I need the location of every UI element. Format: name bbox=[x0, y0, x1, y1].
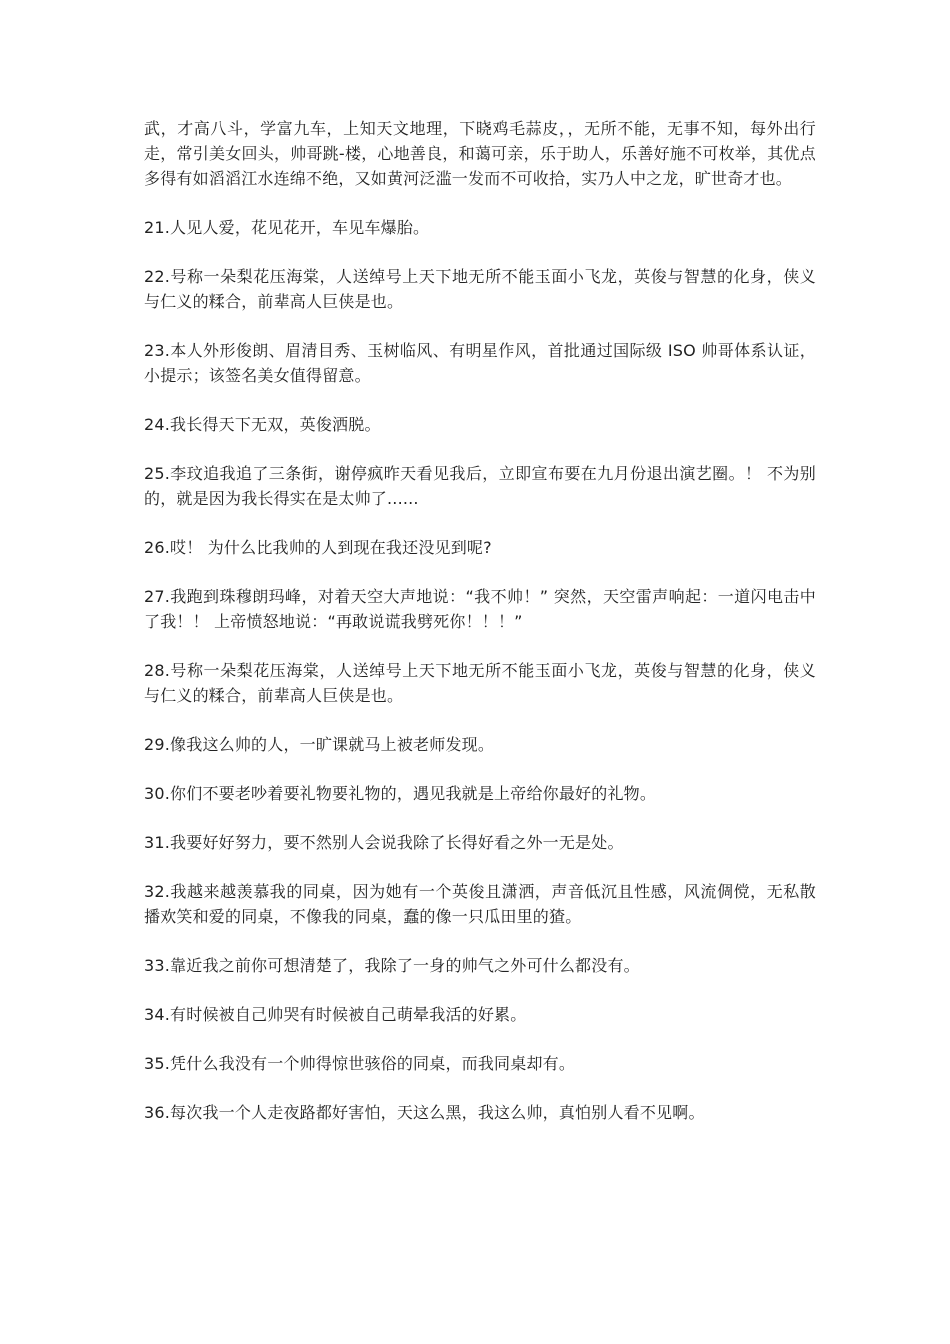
paragraph-27: 27.我跑到珠穆朗玛峰，对着天空大声地说：“我不帅！” 突然，天空雷声响起：一道闪电击中了我！！ 上帝愤怒地说：“再敢说谎我劈死你！！！” bbox=[144, 587, 816, 631]
paragraph-34: 34.有时候被自己帅哭有时候被自己萌晕我活的好累。 bbox=[144, 1005, 527, 1024]
paragraph-33: 33.靠近我之前你可想清楚了，我除了一身的帅气之外可什么都没有。 bbox=[144, 956, 640, 975]
paragraph-29: 29.像我这么帅的人，一旷课就马上被老师发现。 bbox=[144, 735, 495, 754]
paragraph-31: 31.我要好好努力，要不然别人会说我除了长得好看之外一无是处。 bbox=[144, 833, 624, 852]
paragraph-36: 36.每次我一个人走夜路都好害怕，天这么黑，我这么帅，真怕别人看不见啊。 bbox=[144, 1103, 705, 1122]
paragraph-35: 35.凭什么我没有一个帅得惊世骇俗的同桌，而我同桌却有。 bbox=[144, 1054, 576, 1073]
paragraph-30: 30.你们不要老吵着要礼物要礼物的，遇见我就是上帝给你最好的礼物。 bbox=[144, 784, 657, 803]
paragraph-22: 22.号称一朵梨花压海棠，人送绰号上天下地无所不能玉面小飞龙，英俊与智慧的化身，侠义与仁义的糅合，前辈高人巨侠是也。 bbox=[144, 267, 816, 311]
paragraph-25: 25.李玟追我追了三条街，谢停疯昨天看见我后，立即宣布要在九月份退出演艺圈。！ 不为别的，就是因为我长得实在是太帅了...... bbox=[144, 464, 816, 508]
paragraph-23: 23.本人外形俊朗、眉清目秀、玉树临风、有明星作风，首批通过国际级 ISO 帅哥体系认证，小提示；该签名美女值得留意。 bbox=[144, 341, 816, 385]
document-page bbox=[144, 116, 816, 1149]
paragraph-intro: 武，才高八斗，学富九车，上知天文地理，下晓鸡毛蒜皮，，无所不能，无事不知，每外出行走，常引美女回头，帅哥跳-楼，心地善良，和蔼可亲，乐于助人，乐善好施不可枚举，其优点多得有如滔滔江水连绵不绝，又如黄河泛滥一发而不可收拾，实乃人中之龙，旷世奇才也。 bbox=[144, 119, 816, 188]
paragraph-21: 21.人见人爱，花见花开，车见车爆胎。 bbox=[144, 218, 430, 237]
paragraph-28: 28.号称一朵梨花压海棠，人送绰号上天下地无所不能玉面小飞龙，英俊与智慧的化身，侠义与仁义的糅合，前辈高人巨侠是也。 bbox=[144, 661, 816, 705]
paragraph-32: 32.我越来越羡慕我的同桌，因为她有一个英俊且潇洒，声音低沉且性感，风流倜傥，无私散播欢笑和爱的同桌，不像我的同桌，蠢的像一只瓜田里的猹。 bbox=[144, 882, 816, 926]
paragraph-24: 24.我长得天下无双，英俊洒脱。 bbox=[144, 415, 381, 434]
paragraph-26: 26.哎！ 为什么比我帅的人到现在我还没见到呢? bbox=[144, 538, 492, 557]
